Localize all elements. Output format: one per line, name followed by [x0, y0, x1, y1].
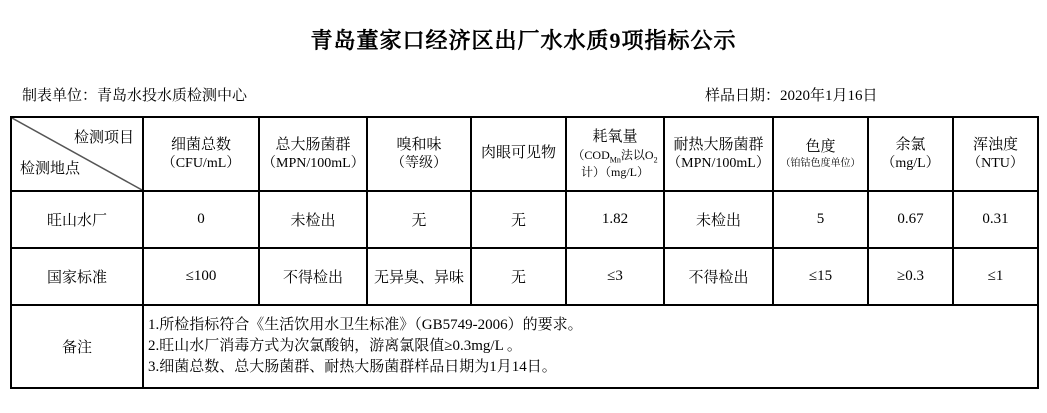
table-cell: 无 — [471, 248, 566, 305]
page-title: 青岛董家口经济区出厂水水质9项指标公示 — [310, 28, 737, 53]
column-header-odor-taste: 嗅和味 （等级） — [367, 117, 471, 191]
table-cell: 无 — [367, 191, 471, 248]
column-header-total-coliform: 总大肠菌群 （MPN/100mL） — [259, 117, 367, 191]
table-cell: ≤15 — [773, 248, 868, 305]
remarks-label: 备注 — [11, 305, 143, 388]
column-header-thermotolerant-coliform: 耐热大肠菌群 （MPN/100mL） — [664, 117, 773, 191]
remark-line-2: 2.旺山水厂消毒方式为次氯酸钠，游离氯限值≥0.3mg/L 。 — [148, 338, 522, 354]
column-header-bacteria-total: 细菌总数 （CFU/mL） — [143, 117, 259, 191]
column-header-residual-chlorine: 余氯 （mg/L） — [868, 117, 953, 191]
table-cell: 1.82 — [566, 191, 664, 248]
table-cell: 0.31 — [953, 191, 1038, 248]
table-cell: 5 — [773, 191, 868, 248]
table-header-row — [11, 117, 1038, 191]
corner-label-project: 检测项目 — [73, 130, 134, 146]
table-cell: 0 — [143, 191, 259, 248]
table-cell: 未检出 — [259, 191, 367, 248]
prepared-by-text: 制表单位：青岛水投水质检测中心 — [22, 88, 248, 104]
table-cell: 无 — [471, 191, 566, 248]
table-row-remarks — [11, 305, 1038, 388]
table-cell: 0.67 — [868, 191, 953, 248]
remarks-cell — [143, 305, 1038, 388]
table-row-wangshan-plant — [11, 191, 1038, 248]
remark-line-3: 3.细菌总数、总大肠菌群、耐热大肠菌群样品日期为1月14日。 — [148, 359, 557, 375]
table-cell: 未检出 — [664, 191, 773, 248]
table-row-national-standard — [11, 248, 1038, 305]
table-cell: ≤1 — [953, 248, 1038, 305]
water-quality-table — [10, 116, 1039, 389]
table-cell: 无异臭、异味 — [367, 248, 471, 305]
remark-line-1: 1.所检指标符合《生活饮用水卫生标准》（GB5749-2006）的要求。 — [148, 317, 583, 333]
meta-row — [0, 84, 1047, 104]
column-header-oxygen-consumption: 耗氧量 （$COD_{Mn}$法以$O_2$计）（mg/L） — [566, 117, 664, 191]
column-header-visible-matter: 肉眼可见物 — [471, 117, 566, 191]
row-label-national-standard: 国家标准 — [11, 248, 143, 305]
table-cell: 不得检出 — [664, 248, 773, 305]
column-header-chroma: 色度 （铂钴色度单位） — [773, 117, 868, 191]
corner-label-location: 检测地点 — [20, 161, 81, 177]
table-cell: ≤3 — [566, 248, 664, 305]
table-cell: ≥0.3 — [868, 248, 953, 305]
table-cell: ≤100 — [143, 248, 259, 305]
row-label-wangshan-plant: 旺山水厂 — [11, 191, 143, 248]
table-cell: 不得检出 — [259, 248, 367, 305]
corner-header-cell — [11, 117, 143, 191]
sample-date-text: 样品日期：2020年1月16日 — [705, 88, 878, 104]
column-header-turbidity: 浑浊度 （NTU） — [953, 117, 1038, 191]
